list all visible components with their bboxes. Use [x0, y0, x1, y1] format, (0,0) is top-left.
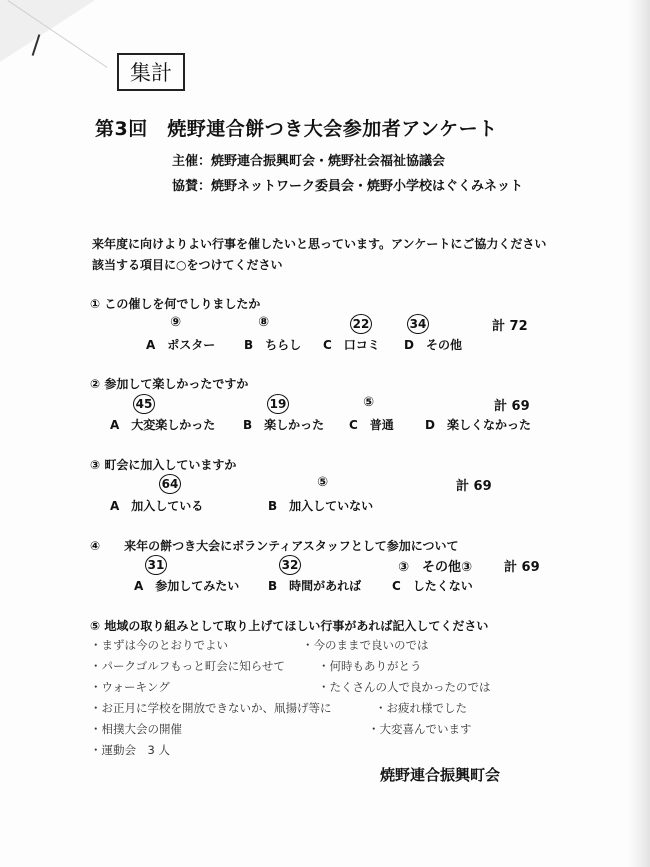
q1-total: 計 72	[492, 319, 528, 334]
q1-option-c: C 口コミ	[323, 338, 380, 352]
q4-total: 計 69	[504, 560, 540, 575]
comment-right-5: ・大変喜んでいます	[368, 722, 472, 736]
q2-count-b: 19	[267, 394, 289, 414]
q1-count-a: ⑨	[170, 315, 182, 330]
q5-question: ⑤ 地域の取り組みとして取り上げてほしい行事があれば記入してください	[90, 619, 489, 633]
q2-total: 計 69	[494, 399, 530, 414]
sponsor-line: 協賛：焼野ネットワーク委員会・焼野小学校はぐくみネット	[172, 179, 524, 194]
q2-option-c: C 普通	[349, 418, 394, 432]
q1-count-c: 22	[350, 314, 372, 334]
q4-count-other: ③ その他③	[398, 560, 473, 575]
q3-total: 計 69	[456, 479, 492, 494]
q3-option-a: A 加入している	[110, 499, 204, 513]
comment-left-2: ・パークゴルフもっと町会に知らせて	[90, 659, 285, 673]
intro-line-2: 該当する項目に○をつけてください	[92, 258, 283, 272]
q1-option-d: D その他	[404, 338, 462, 352]
comment-left-3: ・ウォーキング	[90, 680, 170, 694]
tally-stamp: 集計	[117, 53, 185, 91]
q1-count-d: 34	[407, 314, 429, 334]
page-edge-shadow	[628, 0, 650, 867]
document-title: 第3回 焼野連合餅つき大会参加者アンケート	[95, 118, 498, 140]
comment-right-1: ・今のままで良いのでは	[302, 638, 429, 652]
comment-left-4: ・お正月に学校を開放できないか、凧揚げ等に	[90, 701, 332, 715]
q2-option-a: A 大変楽しかった	[110, 418, 216, 432]
organizer-line: 主催：焼野連合振興町会・焼野社会福祉協議会	[172, 154, 446, 169]
q4-question: ④ 来年の餅つき大会にボランティアスタッフとして参加について	[90, 539, 459, 553]
q2-count-c: ⑤	[363, 395, 375, 410]
q3-question: ③ 町会に加入していますか	[90, 458, 237, 472]
q4-count-a: 31	[145, 555, 167, 575]
q4-option-a: A 参加してみたい	[134, 579, 240, 593]
q2-option-b: B 楽しかった	[243, 418, 325, 432]
q3-option-b: B 加入していない	[268, 499, 374, 513]
comment-right-3: ・たくさんの人で良かったのでは	[318, 680, 491, 694]
q2-question: ② 参加して楽しかったですか	[90, 377, 249, 391]
q3-count-a: 64	[159, 474, 181, 494]
folded-corner	[0, 0, 95, 62]
q4-option-b: B 時間があれば	[268, 579, 362, 593]
q1-option-a: A ポスター	[146, 338, 216, 352]
comment-left-6: ・運動会 3 人	[90, 743, 170, 757]
q1-count-b: ⑧	[258, 315, 270, 330]
comment-right-4: ・お疲れ様でした	[375, 701, 467, 715]
q1-question: ① この催しを何でしりましたか	[90, 297, 261, 311]
comment-left-5: ・相撲大会の開催	[90, 722, 182, 736]
footer-signature: 焼野連合振興町会	[380, 766, 501, 784]
comment-right-2: ・何時もありがとう	[318, 659, 422, 673]
q2-option-d: D 楽しくなかった	[425, 418, 531, 432]
q1-option-b: B ちらし	[244, 338, 302, 352]
intro-line-1: 来年度に向けよりよい行事を催したいと思っています。アンケートにご協力ください	[92, 237, 547, 251]
comment-left-1: ・まずは今のとおりでよい	[90, 638, 228, 652]
q4-count-b: 32	[279, 555, 301, 575]
q3-count-b: ⑤	[317, 475, 329, 490]
q4-option-c: C したくない	[392, 579, 473, 593]
q2-count-a: 45	[133, 394, 155, 414]
